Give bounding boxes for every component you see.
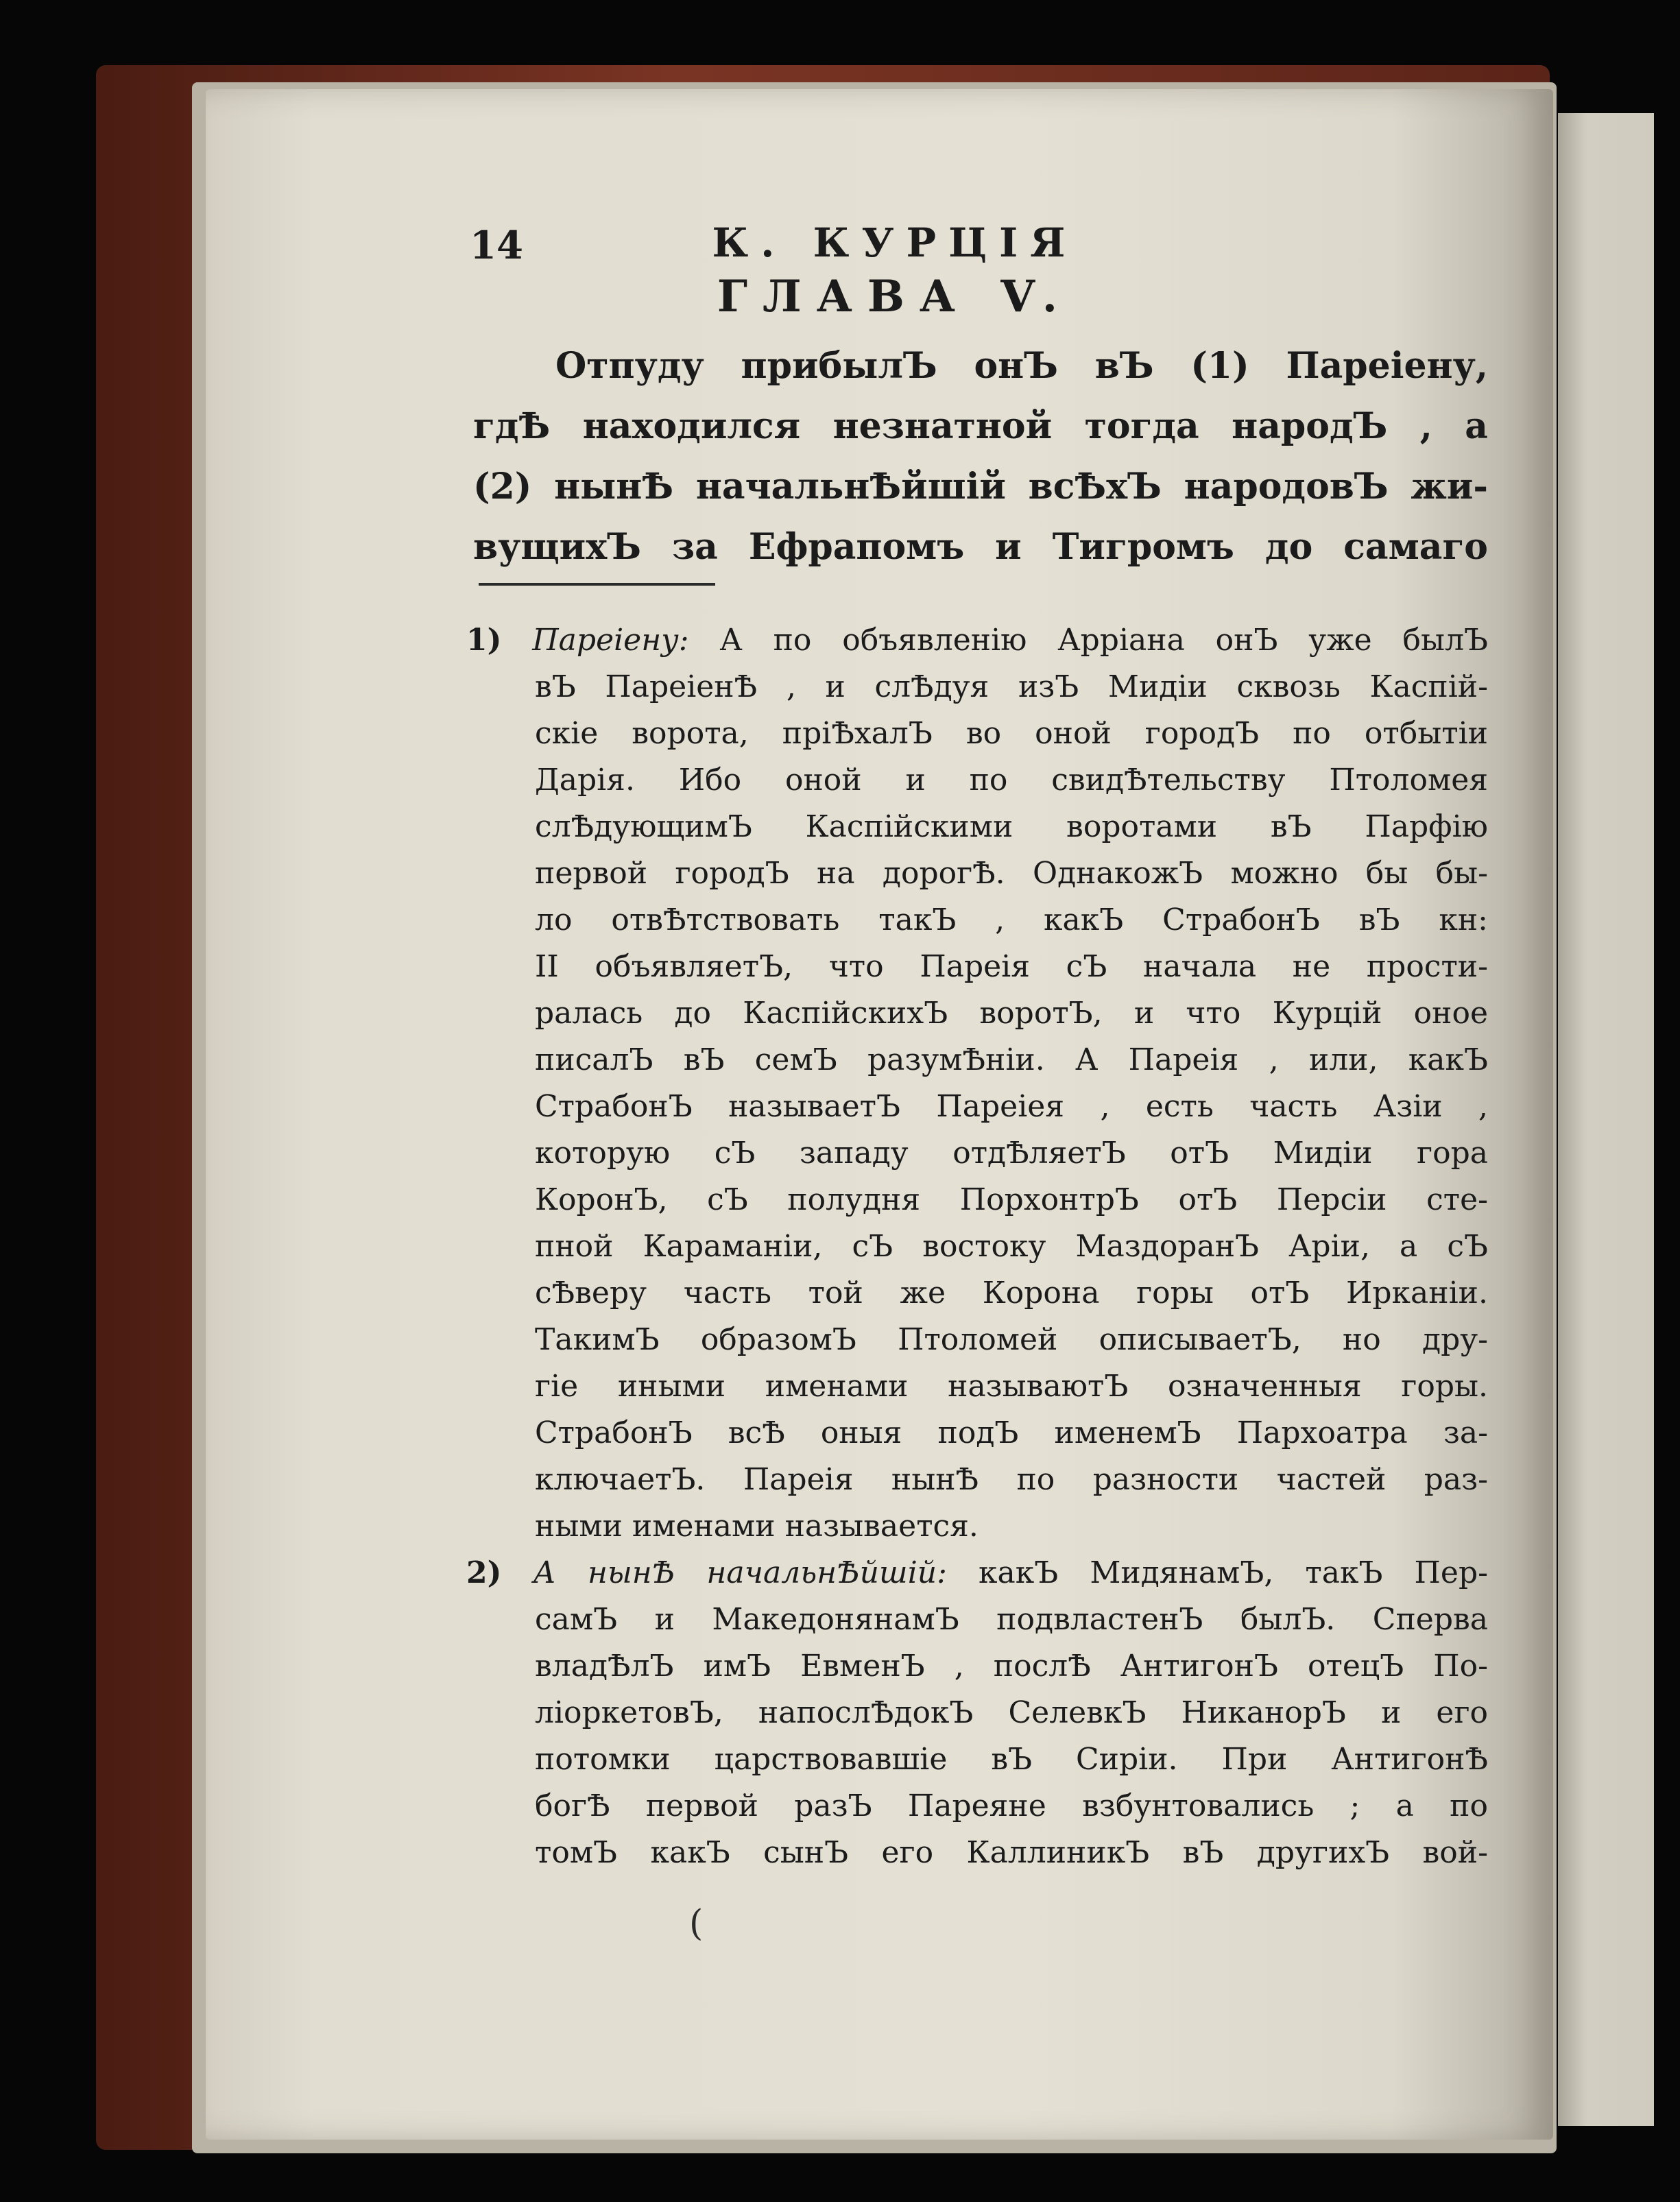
- footnote-1-line: гіе иными именами называютЪ означенныя горы.: [535, 1369, 1488, 1404]
- footnote-1-line: ло отвѢтствовать такЪ , какЪ СтрабонЪ вЪ кн:: [535, 902, 1488, 937]
- footnote-1-line: слѢдующимЪ Каспійскими воротами вЪ Парфію: [535, 809, 1488, 844]
- footnote-2-line: ліоркетовЪ, напослѢдокЪ СелевкЪ НиканорЪ и его: [535, 1695, 1488, 1730]
- footnote-1-line: ключаетЪ. Пареія нынѢ по разности частей раз-: [535, 1462, 1488, 1497]
- footnote-1-line: СтрабонЪ называетЪ Пареіея , есть часть Азіи ,: [535, 1089, 1488, 1124]
- footnote-1-line: пной Караманіи, сЪ востоку МаздоранЪ Аріи, а сЪ: [535, 1229, 1488, 1264]
- main-text-line: гдѢ находился незнатной тогда народЪ , а: [473, 405, 1488, 447]
- footnote-1-line: первой городЪ на дорогѢ. ОднакожЪ можно бы бы-: [535, 856, 1488, 891]
- footnote-line-text: А по объявленію Арріана онЪ уже былЪ: [719, 623, 1488, 658]
- footnote-1-line: скіе ворота, пріѢхалЪ во оной городЪ по отбытіи: [535, 716, 1488, 751]
- footnote-1-line: вЪ ПареіенѢ , и слѢдуя изЪ Мидіи сквозь Каспій-: [535, 669, 1488, 704]
- footnote-1-line: [466, 617, 1488, 664]
- footnote-line-text: какЪ МидянамЪ, такЪ Пер-: [979, 1555, 1488, 1590]
- main-text-line: вущихЪ за Ефрапомъ и Тигромъ до самаго: [473, 526, 1488, 568]
- footnote-1-line: КоронЪ, сЪ полудня ПорхонтрЪ отЪ Персіи сте-: [535, 1182, 1488, 1217]
- facing-page-edge: [1558, 113, 1654, 2126]
- footnote-2-line: томЪ какЪ сынЪ его КаллиникЪ вЪ другихЪ вой-: [535, 1835, 1488, 1870]
- footnote-2-number: 2): [466, 1555, 502, 1590]
- footnote-2-line: самЪ и МакедонянамЪ подвластенЪ былЪ. Сперва: [535, 1602, 1488, 1637]
- main-text: [473, 336, 1488, 577]
- stray-print-mark: (: [689, 1903, 704, 1944]
- main-text-line: (2) нынѢ начальнѢйшій всѢхЪ народовЪ жи-: [473, 466, 1488, 507]
- footnote-1-line: ралась до КаспійскихЪ воротЪ, и что Курцій оное: [535, 996, 1488, 1031]
- footnote-1-line: ΙΙ объявляетЪ, что Пареія сЪ начала не прости-: [535, 949, 1488, 984]
- footnote-1-number: 1): [466, 623, 502, 658]
- footnote-1-keyword: Пареіену:: [532, 623, 689, 658]
- footnote-1-line: ТакимЪ образомЪ Птоломей описываетЪ, но дру-: [535, 1322, 1488, 1357]
- running-title: К. КУРЦІЯ: [712, 219, 1078, 266]
- footnote-2-line: богѢ первой разЪ Пареяне взбунтовались ; а по: [535, 1788, 1488, 1823]
- footnote-1-line: сѢверу часть той же Корона горы отЪ Ирканіи.: [535, 1276, 1488, 1311]
- footnote-2-keyword: А нынѢ начальнѢйшій:: [533, 1555, 947, 1590]
- footnote-1-line: СтрабонЪ всѢ оныя подЪ именемЪ Пархоатра за-: [535, 1415, 1488, 1450]
- footnote-1-line: ными именами называется.: [535, 1509, 979, 1544]
- footnote-rule: [479, 583, 715, 586]
- footnote-1-line: писалЪ вЪ семЪ разумѢніи. А Пареія , или, какЪ: [535, 1042, 1488, 1077]
- page-number: 14: [470, 223, 523, 268]
- footnote-1-line: которую сЪ западу отдѢляетЪ отЪ Мидіи гора: [535, 1136, 1488, 1171]
- footnote-1-line: Дарія. Ибо оной и по свидѢтельству Птоломея: [535, 763, 1488, 798]
- footnote-2-line: потомки царствовавшіе вЪ Сиріи. При АнтигонѢ: [535, 1742, 1488, 1777]
- footnotes: [466, 617, 1488, 1876]
- footnote-2-line: владѢлЪ имЪ ЕвменЪ , послѢ АнтигонЪ отецЪ По-: [535, 1649, 1488, 1684]
- main-text-line: Отпуду прибылЪ онЪ вЪ (1) Пареіену,: [555, 345, 1488, 387]
- footnote-2-line: [466, 1550, 1488, 1596]
- chapter-title: ГЛАВА V.: [717, 271, 1073, 322]
